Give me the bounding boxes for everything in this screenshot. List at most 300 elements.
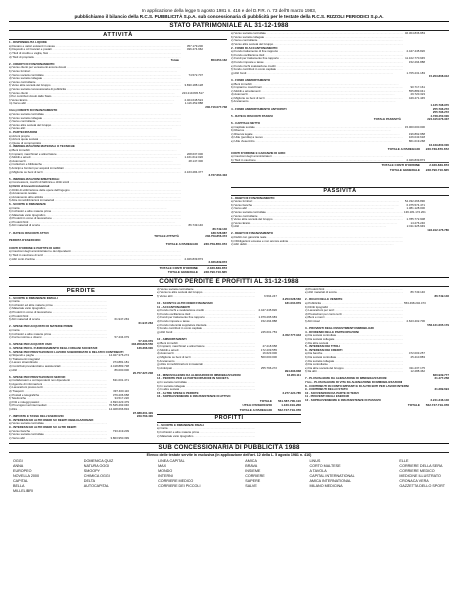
row-subtotal: 1.125.798.970 bbox=[430, 103, 449, 108]
row-subtotal: 86.749.146 bbox=[434, 293, 449, 298]
row-label: f) Da altri ..... bbox=[305, 370, 403, 374]
row-label: a) Verso banche ..... bbox=[9, 430, 107, 434]
row-label: a) Beni immobili ..... bbox=[157, 342, 255, 346]
publication-name: OGGI bbox=[13, 459, 23, 464]
section-heading-label: 6 - SPESE PER PRESTAZIONI DI SERVIZI bbox=[9, 375, 66, 379]
row-label: d) Prodotti finiti ..... bbox=[305, 288, 403, 292]
row-label: e) Prodotti finiti ..... bbox=[9, 315, 107, 319]
row-label: c) Mobili e arredi ..... bbox=[9, 156, 181, 160]
row-label: a) Verso società controllate ..... bbox=[9, 422, 107, 426]
losses-column bbox=[9, 288, 153, 441]
row-label: b) Verso società controllate ..... bbox=[9, 433, 107, 437]
row-label: d) Da controllante ..... bbox=[305, 363, 403, 367]
publication-name: INSIEME bbox=[245, 469, 261, 474]
total-label: UTILE D'ESERCIZIO bbox=[242, 403, 272, 408]
publication-name: MEDICINE ILLUSTRATO bbox=[399, 474, 441, 479]
publication-name: ELLE bbox=[399, 459, 409, 464]
section-heading-label: 1 - DEBITI DI FUNZIONAMENTO bbox=[231, 196, 275, 200]
subtotal-row bbox=[9, 261, 227, 265]
row-label: g) Verso Erario ..... bbox=[231, 222, 403, 226]
row-label: a) Carta ..... bbox=[9, 329, 107, 333]
row-value: 14.027.376.274 bbox=[108, 353, 129, 358]
total-value: 562.747.719.378 bbox=[425, 402, 449, 407]
row-value: 74.572.707 bbox=[188, 72, 203, 77]
profits-continued-rows bbox=[305, 288, 449, 407]
section-heading-label: 2 - SPESE PER ACQUISTO DI MATERIE PRIME bbox=[9, 325, 73, 329]
row-label: c) Diritti di utilizzazione delle opere dell'ingegno ..... bbox=[9, 189, 181, 193]
row-label: a) Azioni proprie ..... bbox=[9, 135, 181, 139]
section-heading-label: 2 - FONDI DI ACCANTONAMENTO bbox=[231, 46, 278, 50]
row-label: a) Beni immobili ..... bbox=[231, 83, 403, 87]
row-label: TOTALE ATTIVITÀ bbox=[154, 234, 179, 239]
row-value: 555.889.041 bbox=[408, 88, 425, 93]
activity-rows bbox=[9, 41, 227, 185]
row-value: 245.601.753 bbox=[260, 329, 277, 334]
row-value: 1.979.295.683 bbox=[258, 315, 277, 320]
row-label: f) Telefoniche ..... bbox=[9, 397, 107, 401]
publication-name: NATURA OGGI bbox=[83, 464, 110, 469]
liab-total-order-label: TOTALE CONTI D'ORDINE bbox=[381, 163, 420, 168]
row-value: 196.892.958 bbox=[408, 131, 425, 136]
row-value: 136.181.172.201 bbox=[404, 209, 426, 214]
total-value: 1.160.019.268 bbox=[281, 403, 301, 408]
row-label: b) Verso società collegate ..... bbox=[231, 36, 403, 40]
row-value: 496.474.962 bbox=[186, 47, 203, 52]
row-value: 500.000.000 bbox=[260, 354, 277, 359]
section-heading-label: 1 - DISPONIBILITÀ LIQUIDE bbox=[9, 41, 47, 45]
section-heading-label: 7 bis - PLUSVALENZE DI VITA DA ALIENAZIONE DI IMMOBILIZZAZIONI bbox=[305, 381, 403, 385]
row-value: 631.001.471 bbox=[112, 378, 129, 383]
row-value: 3.803.950.399 bbox=[110, 435, 129, 440]
row-label: a) Beni immobili ..... bbox=[9, 149, 181, 153]
publication-name: CRONACA VERA bbox=[399, 479, 429, 484]
row-value: 86.749.146 bbox=[410, 290, 425, 295]
section-heading-label: 3 - PROVENTI DEGLI INVESTIMENTI IMMOBILIARI bbox=[305, 327, 374, 331]
row-value: 152.294.888 bbox=[408, 59, 425, 64]
row-value: 14.408.666.834 bbox=[108, 407, 129, 412]
row-label: l) Verso Erario ..... bbox=[9, 99, 181, 103]
header-line-1: In applicazione della legge 5 agosto 1981 n. 416 e del D.P.R. n. 73 dell'8 marzo 1983, bbox=[141, 8, 317, 13]
row-label: d) Verso società collegate ..... bbox=[9, 77, 181, 81]
section-heading-label: 16 - SOPRAVVENIENZE E INSUSSISTENZE DI ATTIVO bbox=[157, 395, 231, 399]
row-label: d) Automezzi ..... bbox=[231, 93, 403, 97]
row-value: 311.237.175 bbox=[409, 365, 425, 370]
row-value: 14.276.246 bbox=[410, 220, 425, 225]
section-heading-label: 4 - IMMOBILIZZAZIONI MATERIALI O TECNICHE bbox=[9, 145, 75, 149]
losses-continued-rows bbox=[157, 288, 301, 413]
row-value: 449.471.445 bbox=[408, 95, 425, 100]
publication-name: INTERNI bbox=[158, 474, 173, 479]
row-label: a) Concessioni, marchi di fabbrica e diritti simili ..... bbox=[9, 181, 181, 185]
row-label: c) Verso controllante ..... bbox=[231, 39, 403, 43]
row-subtotal: 994.393.838 bbox=[284, 369, 301, 374]
section-heading-value: 403.958.823.556 bbox=[131, 342, 153, 347]
section-heading-label: 6 - INTERESSI DEI CREDITI bbox=[305, 348, 343, 352]
publication-name: CAPITAL bbox=[13, 479, 29, 484]
section-heading-label: 3 - SPESE PER ACQUISTI VARI bbox=[9, 343, 52, 347]
row-label: a) Carta ..... bbox=[9, 300, 107, 304]
row-value: 2.623.402.706 bbox=[406, 318, 425, 323]
row-label: f) Avviamento ..... bbox=[157, 360, 255, 364]
section-heading-value: 31.289.694 bbox=[434, 387, 449, 392]
row-value: 2.026.839.873 bbox=[406, 157, 425, 162]
row-label: c) Titoli di credito e vaglia, fissi ..... bbox=[9, 52, 181, 56]
row-label: b) Impianti e macchinari ..... bbox=[231, 86, 403, 90]
row-value: 1.116.452.888 bbox=[184, 101, 203, 106]
section-heading-label: 2 - RICAVI DELLE VENDITE bbox=[305, 298, 343, 302]
row-label: g) Fitti e noleggi passivi ..... bbox=[9, 401, 107, 405]
row-value: 553.498.202.473 bbox=[404, 301, 426, 305]
section-heading-value: 136.366.000 bbox=[136, 345, 153, 350]
row-label: d) Utile (perdita) a nuovo ..... bbox=[231, 136, 403, 140]
section-heading-label: CONTI D'ORDINE E PARTITE DI GIRO bbox=[9, 246, 61, 250]
section-heading-label: 11 - ACCANTONAMENTI bbox=[157, 305, 191, 309]
row-subtotal: 3.253.528.566 bbox=[282, 297, 301, 302]
publication-column bbox=[399, 459, 445, 494]
row-value: 6.594.247 bbox=[264, 293, 277, 298]
total-label: TOTALE A PAREGGIO bbox=[239, 407, 272, 412]
row-value: 1.785.772.908 bbox=[406, 217, 425, 222]
row-label: c) Verso altri ..... bbox=[9, 437, 107, 441]
balance-title-rule bbox=[9, 30, 449, 31]
row-value: 255.796.272 bbox=[260, 365, 277, 370]
section-heading-value: 16.950.111 bbox=[286, 372, 301, 377]
row-label: d) Prodotti in corso di lavorazione ..... bbox=[9, 217, 181, 221]
publication-name: AMICA bbox=[245, 459, 257, 464]
section-heading-label: 11 - PROVENTI DEGLI ESERCIZI bbox=[305, 395, 350, 399]
losses-rows bbox=[9, 297, 153, 441]
row-label: b) Verso banche ..... bbox=[231, 204, 403, 208]
publication-name: SALVE bbox=[245, 484, 257, 489]
passivity-title: PASSIVITÀ bbox=[231, 187, 449, 196]
row-label: g) Altri fondi ..... bbox=[157, 331, 255, 335]
row-label: b) Impianti, macchinari e attrezzature ..... bbox=[9, 153, 181, 157]
row-label: a) Fondo trattamento di fine rapporto ..... bbox=[231, 50, 403, 54]
section-heading-label: 1 - SCORTE E RIMANENZE FINALI bbox=[157, 423, 205, 427]
row-value: 2.693.223.479 bbox=[110, 399, 129, 404]
section-heading-label: 4 - SPESE PER IL FUNZIONAMENTO DEGLI ORGANI SOCIETARI bbox=[9, 346, 98, 350]
publication-name: A TAVOLA bbox=[309, 469, 327, 474]
activity-column bbox=[9, 32, 227, 185]
section-heading-label: PERDITA D'ESERCIZIO bbox=[9, 238, 41, 242]
row-value: 11.102.770.945 bbox=[405, 56, 425, 61]
section-heading-label: 4 - DIVIDENDI DELLE PARTECIPAZIONI bbox=[305, 330, 359, 334]
row-value: 152.294.888 bbox=[260, 318, 277, 323]
row-label: f) Verso altre società del Gruppo ..... bbox=[9, 84, 181, 88]
publication-name: CORRIERE DELLA SERA bbox=[399, 464, 443, 469]
row-subtotal bbox=[425, 159, 449, 163]
ledger-row bbox=[9, 437, 153, 441]
row-value: 3.830.188.128 bbox=[184, 83, 203, 88]
section-heading-label: 1 - SCORTE E RIMANENZE INIZIALI bbox=[9, 296, 58, 300]
row-label: b) Inchiostri e altre materie prime ..... bbox=[9, 210, 181, 214]
profits-rows bbox=[157, 424, 301, 438]
row-value: 2.404.648.524 bbox=[184, 97, 203, 102]
row-subtotal: 2.026.839.873 bbox=[208, 260, 227, 265]
act-total-general bbox=[9, 270, 227, 274]
section-heading-value: 229.763.400 bbox=[136, 414, 153, 419]
publication-column bbox=[158, 459, 200, 494]
section-heading-label: 3 - PARTECIPAZIONI bbox=[9, 131, 38, 135]
row-subtotal: 230.716.077.738 bbox=[205, 104, 227, 109]
total-label: TOTALE bbox=[407, 402, 420, 407]
row-label: c) In altre società ..... bbox=[157, 388, 255, 392]
section-heading-value: 255.796.272 bbox=[432, 106, 449, 111]
row-label: e) Verso le altre società del Gruppo ..... bbox=[157, 291, 255, 295]
row-label: c) Da società collegate ..... bbox=[305, 360, 403, 364]
row-label: e) Postali e telegrafiche ..... bbox=[9, 394, 107, 398]
row-value: 47.218.658 bbox=[262, 344, 277, 349]
row-label: h) Anticipati ..... bbox=[157, 367, 255, 371]
row-subtotal: 853.654.162 bbox=[210, 58, 227, 63]
row-label: b) Verso società collegate ..... bbox=[9, 117, 181, 121]
act-total-general-label: TOTALE GENERALE bbox=[167, 270, 198, 275]
liabilities-column bbox=[231, 32, 449, 185]
row-label: d) Verso altre società del Gruppo ..... bbox=[231, 43, 403, 47]
passivity-rows bbox=[231, 197, 449, 247]
row-label: e) Migliorie su beni di terzi ..... bbox=[157, 356, 255, 360]
section-heading-label: 6 - SCORTE E RIMANENZE bbox=[9, 202, 46, 206]
total-value: 561.587.700.110 bbox=[277, 399, 301, 404]
row-value: 86.749.146 bbox=[188, 223, 203, 228]
row-label: b) Fondo oscillazione titoli ..... bbox=[231, 54, 403, 58]
row-value: 57.434.079 bbox=[114, 335, 129, 340]
ledger-row bbox=[231, 159, 449, 163]
row-label: b) Inchiostri ed altre materie prime ..... bbox=[9, 304, 107, 308]
row-label: d) Prodotti in corso di lavorazione ..... bbox=[9, 311, 107, 315]
row-label: c) Verso altri ..... bbox=[231, 207, 403, 211]
row-label: b) Verso fornitori ..... bbox=[9, 70, 181, 74]
row-subtotal bbox=[129, 437, 153, 441]
row-label: g) Altre immobilizzazioni immateriali ..... bbox=[157, 363, 255, 367]
row-label: e) Altri ..... bbox=[9, 369, 107, 373]
row-label: a) Verso fornitori ..... bbox=[231, 200, 403, 204]
row-label: a) Verso società controllate ..... bbox=[231, 32, 403, 36]
row-label: h) Altri ..... bbox=[231, 225, 403, 229]
activity-continued-rows bbox=[9, 185, 227, 265]
total-row bbox=[305, 403, 449, 407]
row-label: c) Verso società controllate ..... bbox=[9, 74, 181, 78]
publication-name: CORRIERE MEDICO bbox=[399, 469, 435, 474]
row-label: a) Cauzioni degli amministratori ..... bbox=[231, 155, 403, 159]
row-label: d) Trasporti ..... bbox=[9, 390, 107, 394]
passivity-column bbox=[231, 185, 449, 275]
balance-mid bbox=[9, 185, 449, 275]
publication-name: GAZZETTA DELLO SPORT bbox=[399, 484, 445, 489]
publication-column bbox=[13, 459, 39, 494]
row-label: e) Altri materiali di scorta ..... bbox=[305, 291, 403, 295]
row-value: 2.447.445.826 bbox=[406, 49, 425, 54]
publication-name: CAPITAL INTERNATIONAL bbox=[309, 474, 355, 479]
section-heading-label: 13 - MINUSVALENZE DA ALIENAZIONI DI IMMOBILIZZAZIONI bbox=[157, 373, 241, 377]
row-value: 374.881.181 bbox=[112, 360, 129, 365]
total-value: 562.747.719.378 bbox=[277, 407, 301, 412]
row-value: 208.637.000 bbox=[186, 151, 203, 156]
row-label: c) Verso controllante ..... bbox=[9, 120, 181, 124]
row-value: 86.000.000 bbox=[114, 367, 129, 372]
row-value: 46.304.836.953 bbox=[404, 31, 425, 36]
section-heading-label: 8 - CONTRIBUTI IN CONTO IMPIANTI E DI ALTRI ENTI PER LAVORI INTERNI bbox=[305, 384, 409, 388]
row-label: e) Verso controllante ..... bbox=[231, 215, 403, 219]
row-label: e) Beni e merci ..... bbox=[305, 316, 403, 320]
row-subtotal: 556.121.605.179 bbox=[427, 322, 449, 327]
publication-name: LINEA CAPITAL bbox=[158, 459, 185, 464]
section-heading-label: 12 - SOPRAVVENIENZE E INSUSSISTENZE DI PASSIVO bbox=[305, 399, 381, 403]
row-label: i) Per contributi dovuti dallo Stato ..... bbox=[9, 95, 181, 99]
row-value: 61.947.263 bbox=[114, 317, 129, 322]
liab-total-general bbox=[231, 168, 449, 172]
section-heading-label: 9 - INTERESSI ED ALTRI ONERI SU ALTRI DEBITI bbox=[9, 426, 77, 429]
publication-name: LINUS bbox=[309, 459, 321, 464]
act-total-general-value: 228.796.716.665 bbox=[203, 270, 227, 275]
publication-name: EUROPEO bbox=[13, 469, 32, 474]
row-label: c) Materiale vario tipografico ..... bbox=[157, 435, 255, 439]
section-heading-label: 5 - RATEI E RISCONTI PASSIVI bbox=[231, 114, 273, 118]
row-label: e) Da altre società del Gruppo ..... bbox=[305, 367, 403, 371]
section-heading-value: 188.728.887 bbox=[210, 230, 227, 235]
row-label: h) Provvigioni ad intermediari ..... bbox=[9, 404, 107, 408]
header bbox=[9, 8, 449, 19]
row-subtotal: 194.912.176.780 bbox=[427, 227, 449, 232]
row-label: d) Titoli di proprietà ..... bbox=[9, 56, 181, 60]
row-label: a) Collaboratori e corrispondenti non dipendenti ..... bbox=[9, 379, 107, 383]
row-label bbox=[9, 261, 181, 265]
section-heading-label: 12 - AMMORTAMENTI bbox=[157, 337, 187, 341]
total-label: TOTALE A PAREGGIO bbox=[387, 147, 420, 152]
row-label: c) Materiale vario tipografico ..... bbox=[9, 307, 107, 311]
section-heading-label: 7 - RATEI E RISCONTI ATTIVI bbox=[9, 231, 49, 235]
section-heading-value: 2.277.424.785 bbox=[282, 390, 301, 395]
row-label: e) Verso controllante ..... bbox=[9, 81, 181, 85]
row-label: a) Da società controllate ..... bbox=[305, 334, 403, 338]
publication-column bbox=[309, 459, 354, 494]
row-label: d) Contributi previdenziali e assistenziali ..... bbox=[9, 365, 107, 369]
row-label: g) Verso società concessionaria di pubblicità ..... bbox=[9, 88, 181, 92]
row-label: d) Verso società controllate ..... bbox=[231, 211, 403, 215]
row-label: c) Fondi per trattamento fine rapporto ..... bbox=[231, 57, 403, 61]
row-label: m) Verso altri ..... bbox=[9, 102, 181, 106]
row-label: c) Quote di compropriètà ..... bbox=[9, 142, 181, 146]
row-label: TOTALE PASSIVITÀ bbox=[373, 117, 401, 122]
row-label: b) Agenzie di informazioni ..... bbox=[9, 383, 107, 387]
row-label: a) Denaro e valori esistenti in cassa ..... bbox=[9, 45, 181, 49]
publication-name: MAX bbox=[158, 464, 167, 469]
profits-continued-column bbox=[305, 288, 449, 441]
row-label: f) Altri materiali di scorta ..... bbox=[9, 224, 181, 228]
row-value: 861.019.268 bbox=[408, 139, 425, 143]
row-label: f) Fondo contributi in conto capitale ..... bbox=[157, 327, 255, 331]
row-subtotal: 15.203.808.912 bbox=[428, 74, 449, 79]
section-heading-value: 2.241.346.146 bbox=[430, 398, 449, 403]
row-label: b) Titoli in cauzione di terzi ..... bbox=[9, 254, 181, 258]
row-value: 16.623.000 bbox=[262, 351, 277, 356]
publication-name: CORRIERE MEDICO bbox=[158, 479, 194, 484]
section-heading-label: 5 - INTERESSI DEI TITOLI bbox=[305, 345, 340, 349]
losses-title: PERDITE bbox=[9, 288, 153, 296]
row-label: f) Verso altre società del Gruppo ..... bbox=[231, 218, 403, 222]
row-label: a) Verso clienti per versamenti ancora dovuti ..... bbox=[9, 66, 181, 70]
section-heading-label: 4 - FONDI AMMORTAMENTO ANTICIPATI bbox=[231, 107, 287, 111]
row-subtotal: 97.088.301.429 bbox=[132, 410, 153, 415]
row-label: c) Mobili e arredamenti ..... bbox=[231, 90, 403, 94]
row-label: e) Fondo rischi svalutazione crediti ..... bbox=[231, 65, 403, 69]
row-label: c) Altri debiti ..... bbox=[231, 243, 403, 247]
section-heading-label: 3 bis) CREDITI DI FINANZIAMENTO bbox=[9, 109, 58, 113]
section-heading-label: 10 - SOVVENZIONI DA PARTE DI TERZI bbox=[305, 391, 359, 395]
publication-name: MILANO MEDICINA bbox=[309, 484, 343, 489]
row-label: a) Pubblicità ..... bbox=[305, 302, 403, 306]
row-label: e) Verso altri ..... bbox=[9, 127, 181, 131]
publication-name: MILLELIBRI bbox=[13, 489, 33, 494]
row-value: 379.206.658 bbox=[112, 392, 129, 397]
publication-name: AUTOCAPITAL bbox=[83, 484, 110, 489]
row-label: d) Prestazioni per conto terzi ..... bbox=[305, 313, 403, 317]
row-label: c) Lavorazioni presso terzi ..... bbox=[9, 386, 107, 390]
row-subtotal: 3.452.777.943 bbox=[282, 333, 301, 338]
section-heading-label: 5 - IMMOBILIZZAZIONI IMMATERIALI bbox=[9, 177, 60, 181]
liabilities-rows bbox=[231, 32, 449, 162]
row-subtotal: 16.169.800.000 bbox=[428, 142, 449, 147]
row-value: 106.043.618 bbox=[408, 135, 425, 140]
row-label: a) In società controllate ..... bbox=[157, 381, 255, 385]
section-heading-value: 181.004.879 bbox=[284, 301, 301, 305]
publication-name: DOMENICA QUIZ bbox=[83, 459, 114, 464]
row-label: d) Verso altre società del Gruppo ..... bbox=[9, 124, 181, 128]
activity-title: ATTIVITÀ bbox=[9, 32, 227, 40]
row-label: i) Altre ..... bbox=[9, 408, 107, 412]
publications-title: SUB CONCESSIONARIA DI PUBBLICITÀ 1988 bbox=[158, 444, 300, 452]
row-value bbox=[181, 261, 203, 265]
balance-top bbox=[9, 32, 449, 185]
row-value: 357.179.200 bbox=[186, 43, 203, 48]
publication-column bbox=[245, 459, 264, 494]
row-label: b) Impianti, macchinari e attrezzature ..... bbox=[157, 345, 255, 349]
row-label: f) Altri ricavi ..... bbox=[305, 320, 403, 324]
section-heading-label: 5 - SPESE PER PRESTAZIONI DI LAVORO SUBORDINATO E RELATIVI CONTRIBUTI bbox=[9, 350, 124, 354]
publication-column bbox=[84, 459, 114, 494]
row-value: 223.219.845.517 bbox=[182, 90, 204, 95]
row-label: d) Fondo imposte e tasse ..... bbox=[231, 61, 403, 65]
section-heading-label: 8 - INTERESSI ED ALTRI ONERI SU DEBITI OBBLIGAZIONARI bbox=[9, 418, 94, 422]
publication-name: CORRIERE DEI PICCOLI bbox=[158, 484, 201, 489]
row-label: b) Depositi e c/c bancari e postali ..... bbox=[9, 48, 181, 52]
header-line-2: pubblichiamo il bilancio della R.C.S. PUBBLICITÀ S.p.A. sub concessionaria di pubblicità per le testate della R.C.S. RIZZOLI PERIODICI S.p.A. bbox=[74, 13, 384, 19]
row-label: f) Anticipi a fornitori per acquisti immobiliari ..... bbox=[9, 167, 181, 171]
total-label: TOTALE bbox=[259, 399, 272, 404]
row-label: f) Fondo contributi in conto capitale ..... bbox=[231, 68, 403, 72]
row-value bbox=[255, 435, 277, 439]
publication-name: CORRIERE bbox=[245, 474, 265, 479]
publication-name: BRAVA bbox=[245, 464, 258, 469]
row-value: 2.163.284.377 bbox=[184, 169, 203, 174]
row-value: 2.011.325.949 bbox=[406, 224, 425, 229]
total-value: 236.759.856.373 bbox=[203, 242, 227, 247]
row-label: d) Automezzi ..... bbox=[9, 160, 181, 164]
publication-name: AMICA INTERNATIONAL bbox=[309, 479, 352, 484]
row-value: 472.003.257 bbox=[408, 351, 425, 356]
row-subtotal: 57.434.079 bbox=[138, 338, 153, 343]
row-label: c) Da altre società ..... bbox=[305, 342, 403, 346]
row-subtotal bbox=[277, 435, 301, 439]
row-value: 48.147.300 bbox=[188, 158, 203, 163]
row-label: a) Carta ..... bbox=[9, 207, 181, 211]
row-label: c) Forza motrice e diversi ..... bbox=[9, 336, 107, 340]
row-value: 733.419.209 bbox=[112, 428, 129, 433]
row-value: 4.418.883.738 bbox=[110, 363, 129, 368]
row-subtotal: 3.727.664.403 bbox=[208, 173, 227, 178]
row-label: c) Mobili e arredi ..... bbox=[157, 349, 255, 353]
pl-title-rule bbox=[9, 286, 449, 287]
